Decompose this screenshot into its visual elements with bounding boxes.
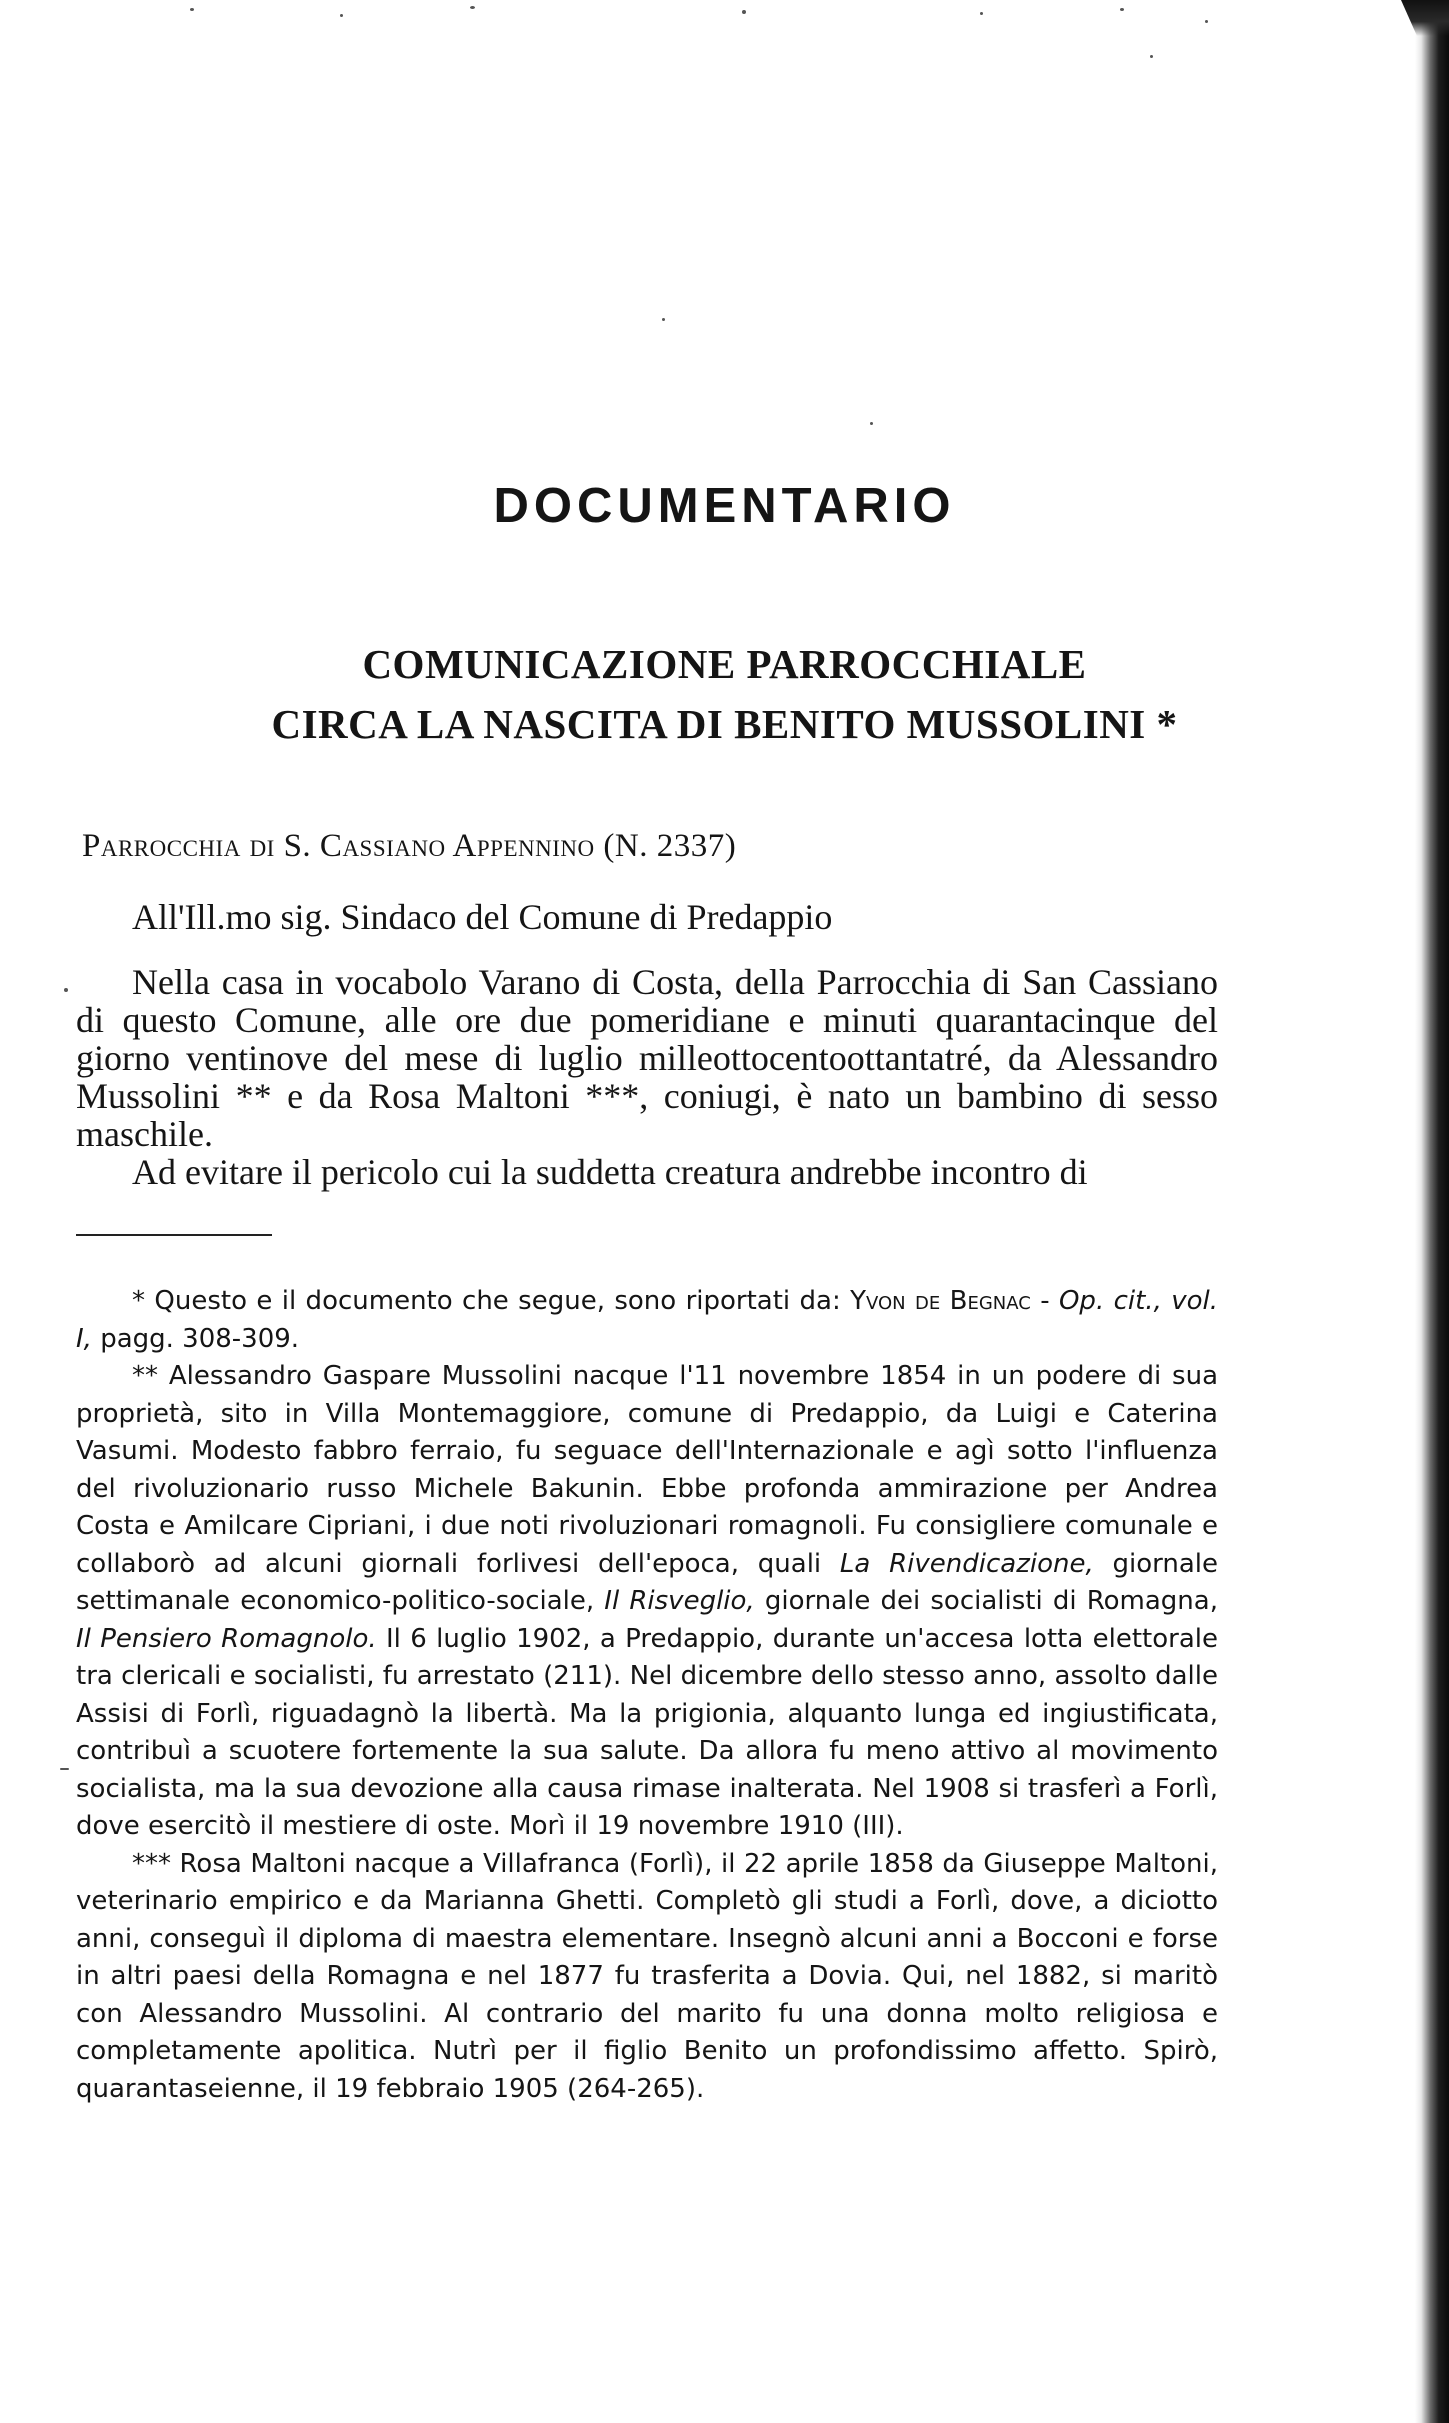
footnote-separator (76, 1234, 272, 1236)
scan-speck (980, 12, 983, 15)
scan-speck (470, 6, 475, 9)
scan-speck (60, 1768, 69, 1770)
scan-speck (1120, 8, 1124, 11)
journal-title: Il Risveglio, (604, 1586, 755, 1616)
footnote-text: * Questo e il documento che segue, sono riportati da: (132, 1286, 851, 1316)
document-subtitle-line2: CIRCA LA NASCITA DI BENITO MUSSOLINI * (271, 701, 1178, 747)
cited-work: Op. cit., vol. I, (76, 1286, 1218, 1354)
document-heading: DOCUMENTARIO (493, 479, 956, 533)
body-paragraph: Ad evitare il pericolo cui la suddetta creatura andrebbe incontro di (132, 1152, 1088, 1192)
binding-edge (1415, 0, 1449, 2423)
scan-speck (340, 14, 343, 17)
footnote: *** Rosa Maltoni nacque a Villafranca (Forlì), il 22 aprile 1858 da Giuseppe Maltoni, veterinario empirico e da Marianna Ghetti. Completò gli studi a Forlì, dove, a diciotto anni, conseguì il diploma di maestra elementare. Insegnò alcuni anni a Bocconi e forse in altri paesi della Romagna e nel 1877 fu trasferita a Dovia. Qui, nel 1882, si maritò con Alessandro Mussolini. Al contrario del marito fu una donna molto religiosa e completamente apolitica. Nutrì per il figlio Benito un profondissimo affetto. Spirò, quarantaseienne, il 19 febbraio 1905 (264-265). (76, 1848, 1218, 2104)
scan-speck (190, 8, 194, 11)
footnotes (76, 1283, 1218, 2108)
footnote (76, 1358, 1218, 1846)
journal-title: La Rivendicazione, (839, 1548, 1094, 1579)
footnote-text: ** Alessandro Gaspare Mussolini nacque l'11 novembre 1854 in un podere di sua proprietà, sito in Villa Montemaggiore, comune di Predappio, da Luigi e Caterina Vasumi. Modesto fabbro ferraio, fu seguace dell'Internazionale e agì sotto l'influenza del rivoluzionario russo Michele Bakunin. Ebbe profonda ammirazione per Andrea Costa e Amilcare Cipriani, i due noti rivoluzionari romagnoli. Fu consigliere comunale e collaborò ad alcuni giornali forlivesi dell'epoca, quali (76, 1361, 1218, 1579)
cited-pages: pagg. 308-309. (91, 1323, 300, 1354)
parish-reference: Parrocchia di S. Cassiano Appennino (N. 2337) (82, 828, 737, 864)
scan-speck (1205, 20, 1208, 23)
journal-title: Il Pensiero Romagnolo. (76, 1623, 377, 1654)
scan-speck (662, 318, 665, 321)
addressee-line: All'Ill.mo sig. Sindaco del Comune di Predappio (132, 897, 833, 937)
document-subtitle-line1: COMUNICAZIONE PARROCCHIALE (362, 641, 1087, 687)
body-paragraph: Nella casa in vocabolo Varano di Costa, della Parrocchia di San Cassiano di questo Comune, alle ore due pomeridiane e minuti quarantacinque del giorno ventinove del mese di luglio milleottocentoottantatré, da Alessandro Mussolini ** e da Rosa Maltoni ***, coniugi, è nato un bambino di sesso maschile. (76, 962, 1218, 1154)
document-body (76, 898, 1218, 1191)
footnote-text: Il 6 luglio 1902, a Predappio, durante un'accesa lotta elettorale tra clericali e socialisti, fu arrestato (211). Nel dicembre dello stesso anno, assolto dalle Assisi di Forlì, riguadagnò la libertà. Ma la prigionia, alquanto lunga ed ingiustificata, contribuì a scuotere fortemente la sua salute. Da allora fu meno attivo al movimento socialista, ma la sua devozione alla causa rimase inalterata. Nel 1908 si trasferì a Forlì, dove esercitò il mestiere di oste. Morì il 19 novembre 1910 (III). (76, 1623, 1218, 1841)
scan-speck (870, 422, 873, 425)
cited-author: Yvon de Begnac (850, 1286, 1031, 1316)
scan-speck (742, 10, 746, 14)
footnote-text: giornale dei socialisti di Romagna, (754, 1586, 1218, 1616)
footnote-dash: - (1030, 1286, 1059, 1316)
scan-speck (1150, 55, 1153, 58)
footnote-text: giornale settimanale economico-politico-sociale, (76, 1548, 1219, 1616)
scan-speck (64, 988, 68, 992)
binding-shadow (1369, 0, 1449, 36)
footnote (76, 1283, 1218, 1358)
